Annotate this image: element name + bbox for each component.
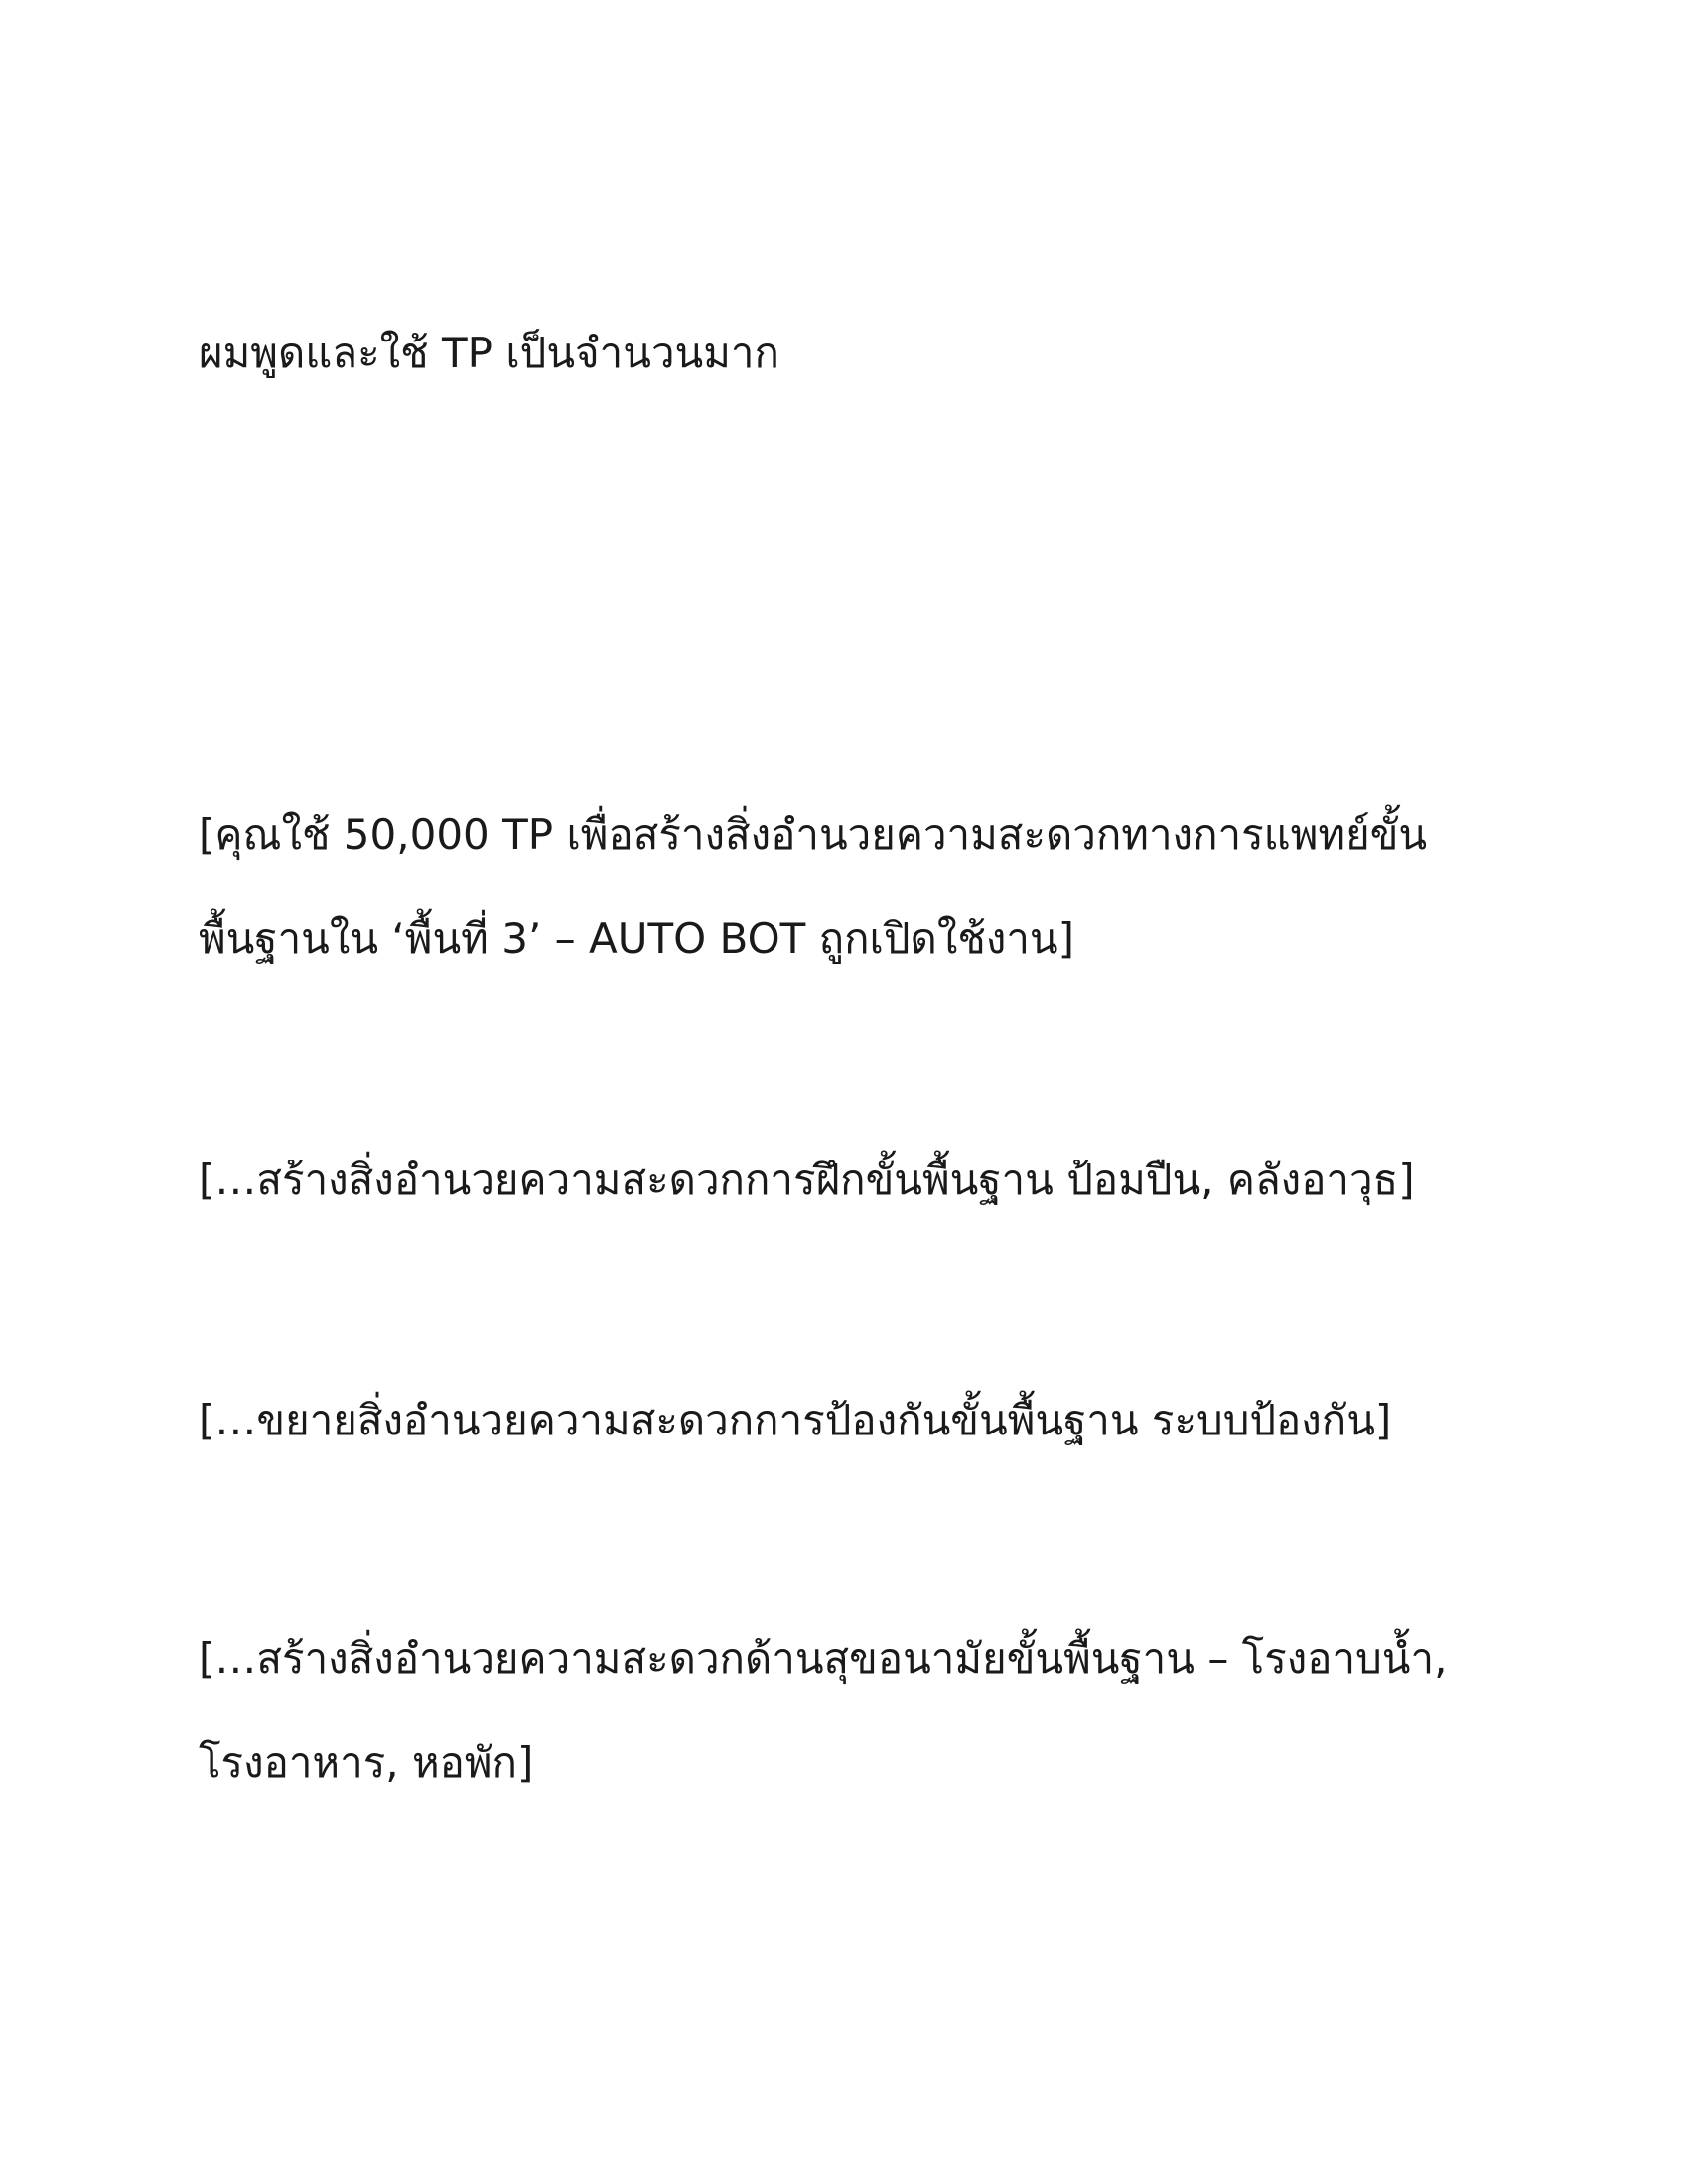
paragraph-medical-facility-line-1: [คุณใช้ 50,000 TP เพื่อสร้างสิ่งอำนวยความสะดวกทางการแพทย์ขั้น [199, 810, 1428, 859]
paragraph-training-facility: […สร้างสิ่งอำนวยความสะดวกการฝึกขั้นพื้นฐาน ป้อมปืน, คลังอาวุธ] [199, 1156, 1415, 1204]
paragraph-medical-facility-line-2: พื้นฐานใน ‘พื้นที่ 3’ – AUTO BOT ถูกเปิดใช้งาน] [199, 914, 1075, 963]
paragraph-sanitation-facility-line-1: […สร้างสิ่งอำนวยความสะดวกด้านสุขอนามัยขั้นพื้นฐาน – โรงอาบน้ำ, [199, 1634, 1448, 1683]
paragraph-sanitation-facility-line-2: โรงอาหาร, หอพัก] [199, 1738, 534, 1787]
paragraph-tp-usage: ผมพูดและใช้ TP เป็นจำนวนมาก [199, 329, 779, 377]
paragraph-defense-facility: […ขยายสิ่งอำนวยความสะดวกการป้องกันขั้นพื้นฐาน ระบบป้องกัน] [199, 1396, 1392, 1444]
